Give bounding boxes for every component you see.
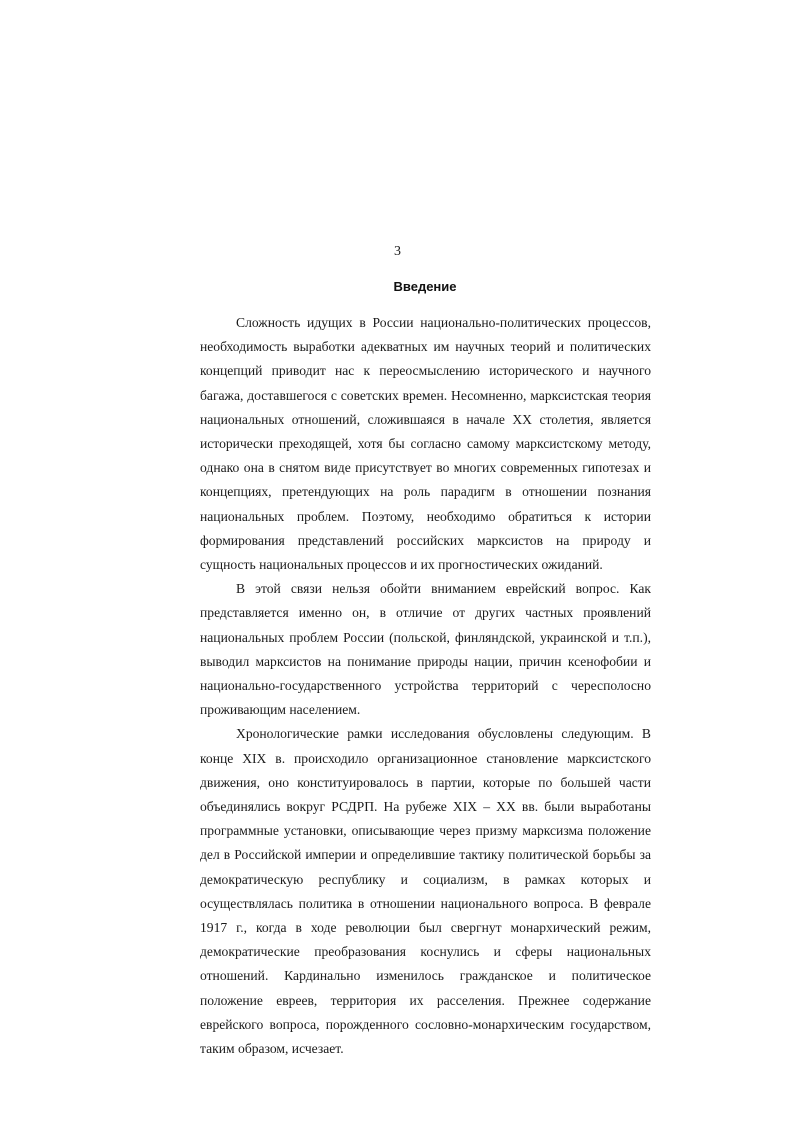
paragraph-3: Хронологические рамки исследования обусловлены следующим. В конце XIX в. происходило организационное становление марксистского движения, оно конституировалось в партии, которые по большей части объединялись вокруг РСДРП. На рубеже XIX – XX вв. были выработаны программные установки, описывающие через призму марксизма положение дел в Российской империи и определившие тактику политической борьбы за демократическую республику и социализм, в рамках которых и осуществлялась политика в отношении национального вопроса. В феврале 1917 г., когда в ходе революции был свергнут монархический режим, демократические преобразования коснулись и сферы национальных отношений. Кардинально изменилось гражданское и политическое положение евреев, территория их расселения. Прежнее содержание еврейского вопроса, порожденного сословно-монархическим государством, таким образом, исчезает.	[200, 726, 651, 1057]
page-number: 3	[394, 244, 401, 259]
paragraph-1: Сложность идущих в России национально-политических процессов, необходимость выработки адекватных им научных теорий и политических концепций приводит нас к переосмыслению исторического и научного багажа, доставшегося с советских времен. Несомненно, марксистская теория национальных отношений, сложившаяся в начале XX столетия, является исторически преходящей, хотя бы согласно самому марксистскому методу, однако она в снятом виде присутствует во многих современных гипотезах и концепциях, претендующих на роль парадигм в отношении познания национальных проблем. Поэтому, необходимо обратиться к истории формирования представлений российских марксистов на природу и сущность национальных процессов и их прогностических ожиданий.	[200, 315, 651, 573]
section-heading: Введение	[393, 279, 457, 294]
paragraph-2: В этой связи нельзя обойти вниманием еврейский вопрос. Как представляется именно он, в отличие от других частных проявлений национальных проблем России (польской, финляндской, украинской и т.п.), выводил марксистов на понимание природы нации, причин ксенофобии и национально-государственного устройства территорий с чересполосно проживающим населением.	[200, 581, 651, 718]
body-text	[200, 311, 651, 1061]
